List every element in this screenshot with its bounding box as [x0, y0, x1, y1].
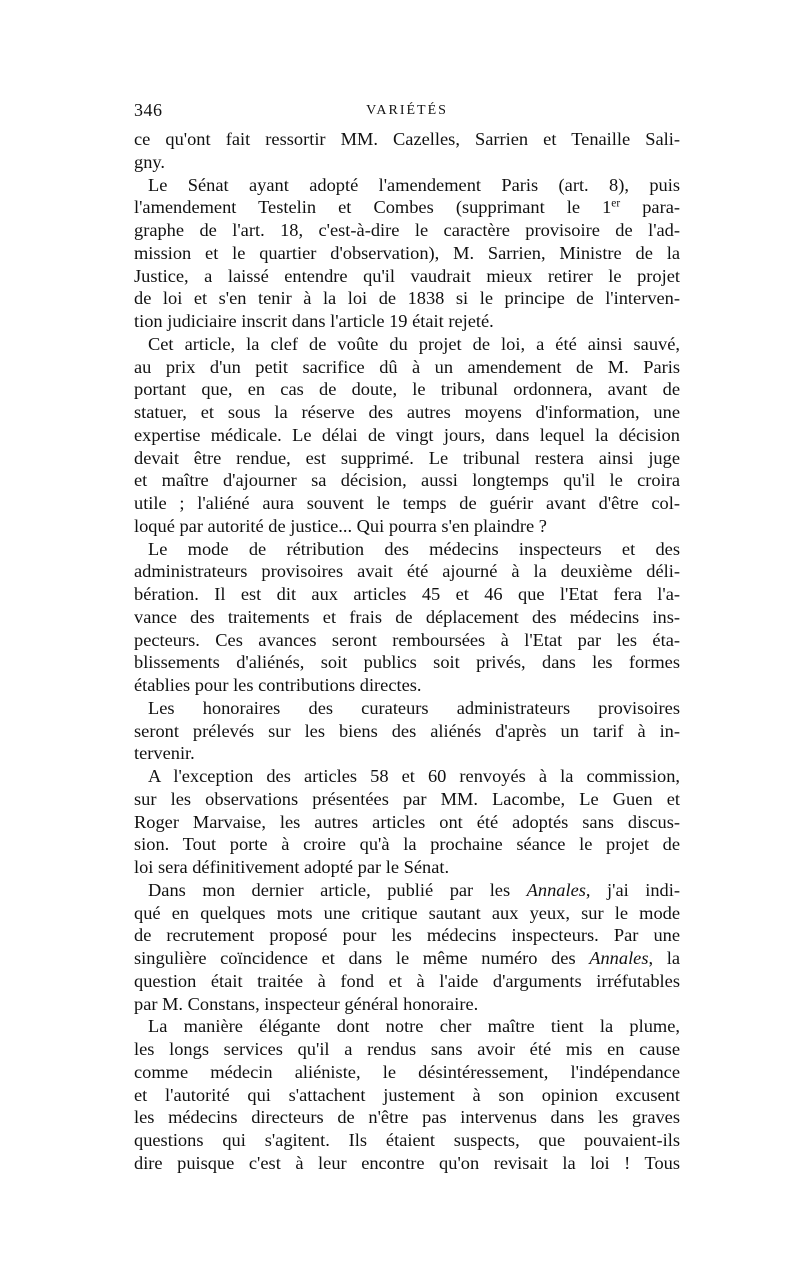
text-line: Roger Marvaise, les autres articles ont été adoptés sans discus- — [134, 811, 680, 832]
text-line: loqué par autorité de justice... Qui pourra s'en plaindre ? — [134, 515, 547, 536]
text-line: ce qu'ont fait ressortir MM. Cazelles, Sarrien et Tenaille Sali- — [134, 129, 680, 149]
text-line: les médecins directeurs de n'être pas intervenus dans les graves — [134, 1107, 680, 1128]
text-line: question était traitée à fond et à l'aide d'arguments irréfutables — [134, 970, 680, 991]
text-line: Dans mon dernier article, publié par les Annales, j'ai indi- — [148, 879, 680, 900]
text-line: Le Sénat ayant adopté l'amendement Paris (art. 8), puis — [148, 174, 680, 195]
text-line: Le mode de rétribution des médecins inspecteurs et des — [148, 538, 680, 559]
text-line: Cet article, la clef de voûte du projet de loi, a été ainsi sauvé, — [148, 333, 680, 354]
body-text — [134, 128, 680, 1175]
text-line: dire puisque c'est à leur encontre qu'on revisait la loi ! Tous — [134, 1152, 680, 1173]
text-line: questions qui s'agitent. Ils étaient suspects, que pouvaient-ils — [134, 1130, 680, 1150]
text-line: sur les observations présentées par MM. Lacombe, Le Guen et — [134, 788, 680, 809]
text-line: qué en quelques mots une critique sautant aux yeux, sur le mode — [134, 902, 680, 923]
section-title: VARIÉTÉS — [366, 103, 448, 118]
text-line: statuer, et sous la réserve des autres moyens d'information, une — [134, 402, 680, 422]
text-line: Justice, a laissé entendre qu'il vaudrait mieux retirer le projet — [134, 265, 680, 286]
text-line: tion judiciaire inscrit dans l'article 19 était rejeté. — [134, 311, 494, 331]
page-number: 346 — [134, 100, 163, 120]
text-line: établies pour les contributions directes. — [134, 675, 422, 695]
text-line: administrateurs provisoires avait été ajourné à la deuxième déli- — [134, 561, 680, 582]
text-line: singulière coïncidence et dans le même numéro des Annales, la — [134, 948, 680, 968]
text-line: loi sera définitivement adopté par le Sénat. — [134, 857, 450, 877]
text-line: Les honoraires des curateurs administrateurs provisoires — [148, 697, 680, 718]
text-line: comme médecin aliéniste, le désintéressement, l'indépendance — [134, 1061, 680, 1082]
text-line: tervenir. — [134, 743, 195, 764]
text-line: de recrutement proposé pour les médecins inspecteurs. Par une — [134, 925, 680, 946]
text-line: vance des traitements et frais de déplacement des médecins ins- — [134, 606, 680, 627]
text-line: pecteurs. Ces avances seront remboursées à l'Etat par les éta- — [134, 629, 680, 650]
text-line: seront prélevés sur les biens des aliénés d'après un tarif à in- — [134, 720, 680, 741]
text-line: sion. Tout porte à croire qu'à la prochaine séance le projet de — [134, 834, 680, 855]
text-line: A l'exception des articles 58 et 60 renvoyés à la commission, — [148, 766, 680, 786]
text-line: l'amendement Testelin et Combes (supprimant le 1er para- — [134, 197, 680, 218]
text-line: gny. — [134, 151, 165, 172]
text-line: utile ; l'aliéné aura souvent le temps de guérir avant d'être col- — [134, 493, 680, 513]
text-line: La manière élégante dont notre cher maître tient la plume, — [148, 1016, 680, 1037]
text-line: et l'autorité qui s'attachent justement à son opinion excusent — [134, 1084, 680, 1105]
running-header — [134, 100, 680, 124]
text-line: expertise médicale. Le délai de vingt jours, dans lequel la décision — [134, 424, 680, 445]
text-line: graphe de l'art. 18, c'est-à-dire le caractère provisoire de l'ad- — [134, 220, 680, 240]
text-line: par M. Constans, inspecteur général honoraire. — [134, 993, 479, 1014]
text-line: de loi et s'en tenir à la loi de 1838 si le principe de l'interven- — [134, 288, 680, 309]
text-line: mission et le quartier d'observation), M. Sarrien, Ministre de la — [134, 242, 680, 263]
text-line: portant que, en cas de doute, le tribunal ordonnera, avant de — [134, 379, 680, 400]
text-line: au prix d'un petit sacrifice dû à un amendement de M. Paris — [134, 356, 680, 377]
text-line: devait être rendue, est supprimé. Le tribunal restera ainsi juge — [134, 447, 680, 468]
text-line: et maître d'ajourner sa décision, aussi longtemps qu'il le croira — [134, 470, 680, 491]
text-line: les longs services qu'il a rendus sans avoir été mis en cause — [134, 1039, 680, 1059]
text-line: blissements d'aliénés, soit publics soit privés, dans les formes — [134, 652, 680, 673]
text-line: bération. Il est dit aux articles 45 et 46 que l'Etat fera l'a- — [134, 584, 680, 604]
